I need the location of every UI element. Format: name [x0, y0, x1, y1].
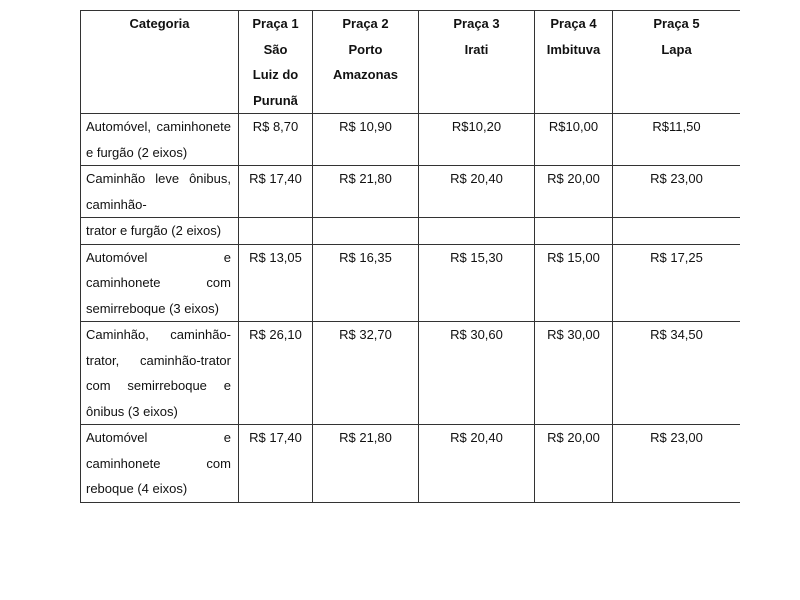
header-line: Lapa: [661, 41, 692, 57]
header-line: Praça 2: [342, 16, 389, 31]
price-cell: R$ 8,70: [239, 114, 313, 166]
toll-rates-table: [80, 10, 740, 503]
price-cell: R$ 30,00: [535, 322, 613, 425]
price-cell: [535, 218, 613, 245]
header-line: São: [263, 41, 288, 57]
price-cell: R$10,00: [535, 114, 613, 166]
price-cell: [613, 218, 741, 245]
price-cell: R$ 17,40: [239, 166, 313, 218]
price-cell: [419, 218, 535, 245]
header-line: Praça 1: [252, 16, 299, 31]
category-cell: trator e furgão (2 eixos): [81, 218, 239, 245]
price-cell: R$ 20,40: [419, 166, 535, 218]
price-cell: R$ 20,00: [535, 425, 613, 503]
table-row: [81, 244, 741, 322]
header-line: Categoria: [129, 16, 190, 31]
price-cell: R$ 30,60: [419, 322, 535, 425]
header-line: Praça 4: [550, 16, 597, 31]
price-cell: R$11,50: [613, 114, 741, 166]
price-cell: R$ 26,10: [239, 322, 313, 425]
header-line: Porto: [348, 41, 383, 57]
table-row: [81, 114, 741, 166]
price-cell: [239, 218, 313, 245]
price-cell: R$ 23,00: [613, 166, 741, 218]
header-row: [81, 11, 741, 114]
price-cell: R$ 21,80: [313, 425, 419, 503]
price-cell: R$ 16,35: [313, 244, 419, 322]
header-line: Imbituva: [546, 41, 601, 57]
price-cell: R$ 32,70: [313, 322, 419, 425]
header-line: Irati: [464, 41, 489, 57]
category-cell: Automóvel e caminhonete com reboque (4 eixos): [81, 425, 239, 503]
price-cell: R$ 23,00: [613, 425, 741, 503]
header-praca-1: [239, 11, 313, 114]
table-row: [81, 218, 741, 245]
price-cell: [313, 218, 419, 245]
price-cell: R$ 17,40: [239, 425, 313, 503]
price-cell: R$ 13,05: [239, 244, 313, 322]
price-cell: R$ 10,90: [313, 114, 419, 166]
category-cell: Automóvel e caminhonete com semirreboque (3 eixos): [81, 244, 239, 322]
header-line: Praça 5: [653, 16, 700, 31]
price-cell: R$ 21,80: [313, 166, 419, 218]
header-line: Praça 3: [453, 16, 500, 31]
table-row: [81, 166, 741, 218]
category-cell: Automóvel, caminhonete e furgão (2 eixos): [81, 114, 239, 166]
price-cell: R$ 17,25: [613, 244, 741, 322]
table-row: [81, 322, 741, 425]
price-cell: R$ 20,40: [419, 425, 535, 503]
table-row: [81, 425, 741, 503]
header-praca-2: [313, 11, 419, 114]
price-cell: R$ 20,00: [535, 166, 613, 218]
price-cell: R$ 34,50: [613, 322, 741, 425]
category-cell: Caminhão, caminhão-trator, caminhão-trator com semirreboque e ônibus (3 eixos): [81, 322, 239, 425]
header-categoria: [81, 11, 239, 114]
header-line: Amazonas: [332, 67, 399, 82]
header-praca-3: [419, 11, 535, 114]
header-praca-5: [613, 11, 741, 114]
header-line: Luiz do: [252, 67, 299, 82]
document-page: [80, 10, 740, 600]
header-line: Purunã: [253, 92, 298, 108]
price-cell: R$10,20: [419, 114, 535, 166]
price-cell: R$ 15,30: [419, 244, 535, 322]
header-praca-4: [535, 11, 613, 114]
category-cell: Caminhão leve ônibus, caminhão-: [81, 166, 239, 218]
price-cell: R$ 15,00: [535, 244, 613, 322]
